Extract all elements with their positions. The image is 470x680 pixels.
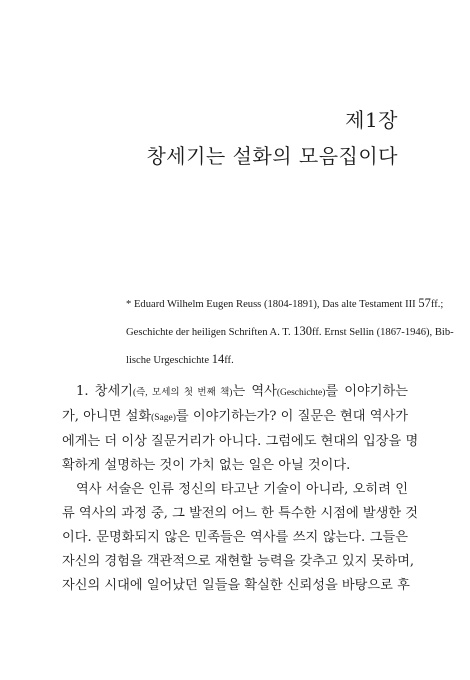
- footnote-page-number: 130: [293, 324, 313, 338]
- footnote-line: [126, 346, 404, 374]
- body-text-run: 를 이야기하는가? 이 질문은 현대 역사가: [175, 409, 408, 424]
- body-line: 역사 서술은 인류 정신의 타고난 기술이 아니라, 오히려 인: [76, 482, 408, 497]
- body-text-run: 는 역사: [232, 384, 277, 399]
- body-line: 류 역사의 과정 중, 그 발전의 어느 한 특수한 시점에 발생한 것: [62, 506, 419, 521]
- footnote-text: Geschichte der heiligen Schriften A. T.: [126, 327, 294, 338]
- footnote-line: [126, 290, 444, 318]
- footnote-text: * Eduard Wilhelm Eugen Reuss (1804-1891), Das alte Testament III: [126, 299, 419, 310]
- body-line: 이다. 문명화되지 않은 민족들은 역사를 쓰지 않는다. 그들은: [62, 530, 408, 545]
- body-line: 에게는 더 이상 질문거리가 아니다. 그럼에도 현대의 입장을 명: [62, 434, 419, 449]
- footnote-line: [126, 318, 454, 346]
- footnote-text: ff.;: [430, 299, 444, 310]
- body-line: 자신의 시대에 일어났던 일들을 확실한 신뢰성을 바탕으로 후: [62, 578, 410, 593]
- body-line: 자신의 경험을 객관적으로 재현할 능력을 갖추고 있지 못하며,: [62, 554, 415, 569]
- chapter-title: 창세기는 설화의 모음집이다: [146, 144, 398, 168]
- footnote-text: ff. Ernst Sellin (1867-1946), Bib-: [312, 327, 454, 338]
- body-line: 확하게 설명하는 것이 가치 없는 일은 아닐 것이다.: [62, 458, 351, 473]
- chapter-number: 제1장: [345, 108, 398, 132]
- body-text-run: 가, 아니면 설화: [62, 409, 152, 424]
- footnote-text: lische Urgeschichte: [126, 355, 212, 366]
- body-text-run: 1. 창세기: [76, 384, 133, 399]
- inline-term: (Sage): [151, 413, 176, 423]
- footnote-page-number: 57: [418, 296, 431, 310]
- footnote-page-number: 14: [211, 352, 225, 366]
- body-line: [62, 405, 408, 430]
- footnote-text: ff.: [224, 355, 234, 366]
- inline-term: (Geschichte): [276, 388, 326, 398]
- body-line: [62, 380, 408, 405]
- body-text-run: 를 이야기하는: [325, 384, 408, 399]
- footnote: [126, 290, 454, 374]
- body-text: [62, 380, 419, 598]
- inline-note: (즉, 모세의 첫 번째 책): [132, 388, 233, 398]
